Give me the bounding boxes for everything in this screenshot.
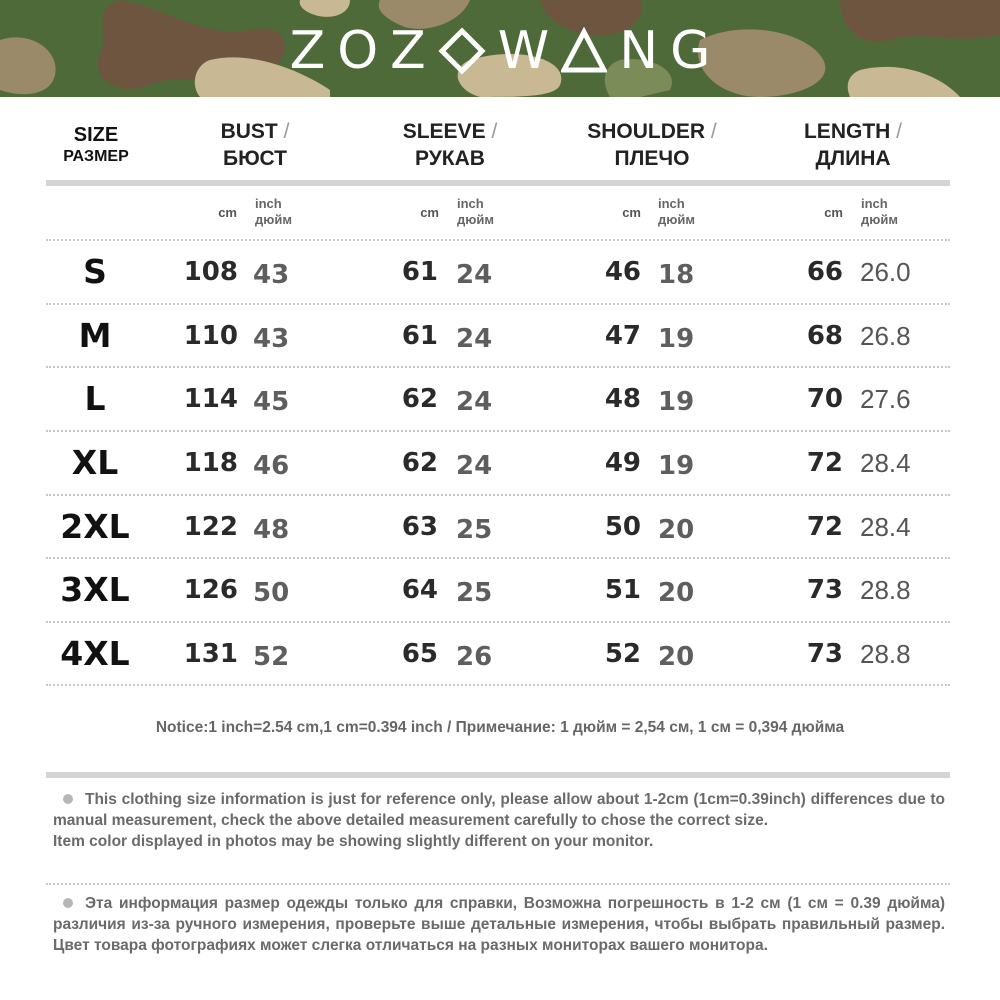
sleeve-cm-cell: 64: [401, 575, 438, 605]
unit-inch-en: inch: [658, 196, 685, 211]
shoulder-cm-cell: 47: [604, 321, 641, 351]
shoulder-inch-cell: 18: [658, 260, 695, 290]
sleeve-label-en: SLEEVE: [402, 120, 486, 143]
bust-cm-cell: 118: [183, 448, 238, 478]
sleeve-inch-cell: 24: [456, 387, 493, 417]
sleeve-unit-inch: [457, 196, 494, 228]
shoulder-cm-cell: 51: [604, 575, 641, 605]
length-cm-cell: 70: [806, 384, 843, 414]
diamond-icon: [438, 27, 486, 75]
table-row: [0, 367, 1000, 431]
shoulder-cm-cell: 52: [604, 639, 641, 669]
bust-inch-cell: 48: [253, 515, 290, 545]
sleeve-cm-cell: 62: [401, 384, 438, 414]
logo-letter: Z: [390, 21, 426, 81]
length-inch-cell: 28.4: [860, 512, 911, 542]
logo-letter: G: [670, 21, 711, 81]
sleeve-inch-cell: 24: [456, 324, 493, 354]
brand-logo: [0, 21, 1000, 81]
length-cm-cell: 73: [806, 575, 843, 605]
shoulder-inch-cell: 19: [658, 451, 695, 481]
length-column-header: [778, 118, 928, 172]
table-row: [0, 495, 1000, 559]
logo-letter: W: [497, 21, 550, 81]
length-label-ru: ДЛИНА: [815, 147, 891, 170]
bust-column-header: [195, 118, 315, 172]
sleeve-cm-cell: 61: [401, 257, 438, 287]
shoulder-unit-inch: [658, 196, 695, 228]
length-inch-cell: 26.0: [860, 257, 911, 287]
length-cm-cell: 66: [806, 257, 843, 287]
size-cell: S: [83, 252, 107, 291]
unit-inch-ru: дюйм: [457, 212, 494, 227]
length-cm-cell: 73: [806, 639, 843, 669]
logo-letter: O: [337, 21, 379, 81]
slash: /: [491, 120, 498, 143]
shoulder-inch-cell: 20: [658, 642, 695, 672]
bullet-icon: [63, 898, 73, 908]
length-inch-cell: 28.4: [860, 448, 911, 478]
brand-header: [0, 0, 1000, 97]
bust-inch-cell: 46: [253, 451, 290, 481]
size-cell: M: [78, 316, 112, 355]
table-row: [0, 304, 1000, 368]
sleeve-label-ru: РУКАВ: [415, 147, 485, 170]
triangle-icon: [561, 27, 607, 75]
length-inch-cell: 26.8: [860, 321, 911, 351]
sleeve-inch-cell: 24: [456, 451, 493, 481]
shoulder-cm-cell: 46: [604, 257, 641, 287]
unit-inch-en: inch: [861, 196, 888, 211]
length-inch-cell: 28.8: [860, 575, 911, 605]
sleeve-inch-cell: 24: [456, 260, 493, 290]
bust-cm-cell: 122: [183, 512, 238, 542]
shoulder-inch-cell: 20: [658, 578, 695, 608]
bust-inch-cell: 43: [253, 260, 290, 290]
length-cm-cell: 68: [806, 321, 843, 351]
bust-cm-cell: 114: [183, 384, 238, 414]
size-cell: XL: [71, 443, 119, 482]
size-label-en: SIZE: [73, 124, 119, 146]
bust-label-ru: БЮСТ: [223, 147, 287, 170]
logo-letter: Z: [289, 21, 326, 81]
table-row: [0, 558, 1000, 622]
unit-inch-en: inch: [255, 196, 282, 211]
shoulder-column-header: [567, 118, 737, 172]
unit-inch-en: inch: [457, 196, 484, 211]
color-disclaimer: Item color displayed in photos may be showing slightly different on your monitor.: [53, 833, 654, 850]
slash: /: [283, 120, 290, 143]
bust-inch-cell: 45: [253, 387, 290, 417]
length-unit-inch: [861, 196, 898, 228]
bust-inch-cell: 52: [253, 642, 290, 672]
shoulder-inch-cell: 20: [658, 515, 695, 545]
shoulder-cm-cell: 48: [604, 384, 641, 414]
sleeve-inch-cell: 26: [456, 642, 493, 672]
slash: /: [710, 120, 717, 143]
shoulder-label-en: SHOULDER: [587, 120, 706, 143]
table-row: [0, 622, 1000, 686]
size-cell: L: [84, 379, 106, 418]
size-cell: 2XL: [60, 507, 130, 546]
shoulder-unit-cm: cm: [622, 205, 641, 220]
bust-cm-cell: 126: [183, 575, 238, 605]
table-row: [0, 431, 1000, 495]
russian-note-text: Эта информация размер одежды только для справки, Возможна погрешность в 1-2 см (1 см = 0.39 дюйма) различия из-за ручного измерения, проверьте выше детальные измерения, чтобы выбрать правильный размер. Цвет товара фотографиях может слегка отличаться на разных мониторах вашего монитора.: [53, 895, 945, 954]
sleeve-cm-cell: 62: [401, 448, 438, 478]
row-divider: [46, 684, 950, 686]
size-label-ru: РАЗМЕР: [63, 148, 129, 165]
notes-divider: [46, 772, 950, 778]
bust-unit-cm: cm: [218, 205, 237, 220]
unit-inch-ru: дюйм: [255, 212, 292, 227]
shoulder-inch-cell: 19: [658, 387, 695, 417]
sleeve-cm-cell: 65: [401, 639, 438, 669]
header-divider: [46, 180, 950, 186]
size-cell: 3XL: [60, 570, 130, 609]
sleeve-cm-cell: 61: [401, 321, 438, 351]
sleeve-column-header: [380, 118, 520, 172]
length-cm-cell: 72: [806, 448, 843, 478]
unit-inch-ru: дюйм: [861, 212, 898, 227]
shoulder-cm-cell: 50: [604, 512, 641, 542]
length-inch-cell: 28.8: [860, 639, 911, 669]
table-row: [0, 240, 1000, 304]
bust-cm-cell: 110: [183, 321, 238, 351]
size-cell: 4XL: [60, 634, 130, 673]
length-cm-cell: 72: [806, 512, 843, 542]
shoulder-label-ru: ПЛЕЧО: [614, 147, 690, 170]
bullet-icon: [63, 794, 73, 804]
slash: /: [896, 120, 902, 143]
shoulder-inch-cell: 19: [658, 324, 695, 354]
logo-letter: N: [619, 21, 659, 81]
bust-inch-cell: 43: [253, 324, 290, 354]
english-size-note: [53, 789, 945, 852]
english-note-text: This clothing size information is just for reference only, please allow about 1-2cm (1cm=0.39inch) differences due to manual measurement, check the above detailed measurement carefully to chose the correct size.: [53, 791, 945, 829]
bust-cm-cell: 108: [183, 257, 238, 287]
bust-inch-cell: 50: [253, 578, 290, 608]
length-unit-cm: cm: [824, 205, 843, 220]
unit-conversion-notice: Notice:1 inch=2.54 cm,1 cm=0.394 inch / Примечание: 1 дюйм = 2,54 см, 1 см = 0,394 дюйма: [155, 719, 845, 736]
sleeve-unit-cm: cm: [420, 205, 439, 220]
sleeve-inch-cell: 25: [456, 578, 493, 608]
notes-dot-divider: [46, 883, 950, 885]
length-inch-cell: 27.6: [860, 384, 911, 414]
size-column-header: [55, 124, 137, 168]
bust-cm-cell: 131: [183, 639, 238, 669]
unit-inch-ru: дюйм: [658, 212, 695, 227]
bust-unit-inch: [255, 196, 292, 228]
shoulder-cm-cell: 49: [604, 448, 641, 478]
sleeve-cm-cell: 63: [401, 512, 438, 542]
sleeve-inch-cell: 25: [456, 515, 493, 545]
length-label-en: LENGTH: [803, 120, 891, 143]
russian-size-note: [53, 893, 945, 956]
bust-label-en: BUST: [220, 120, 278, 143]
